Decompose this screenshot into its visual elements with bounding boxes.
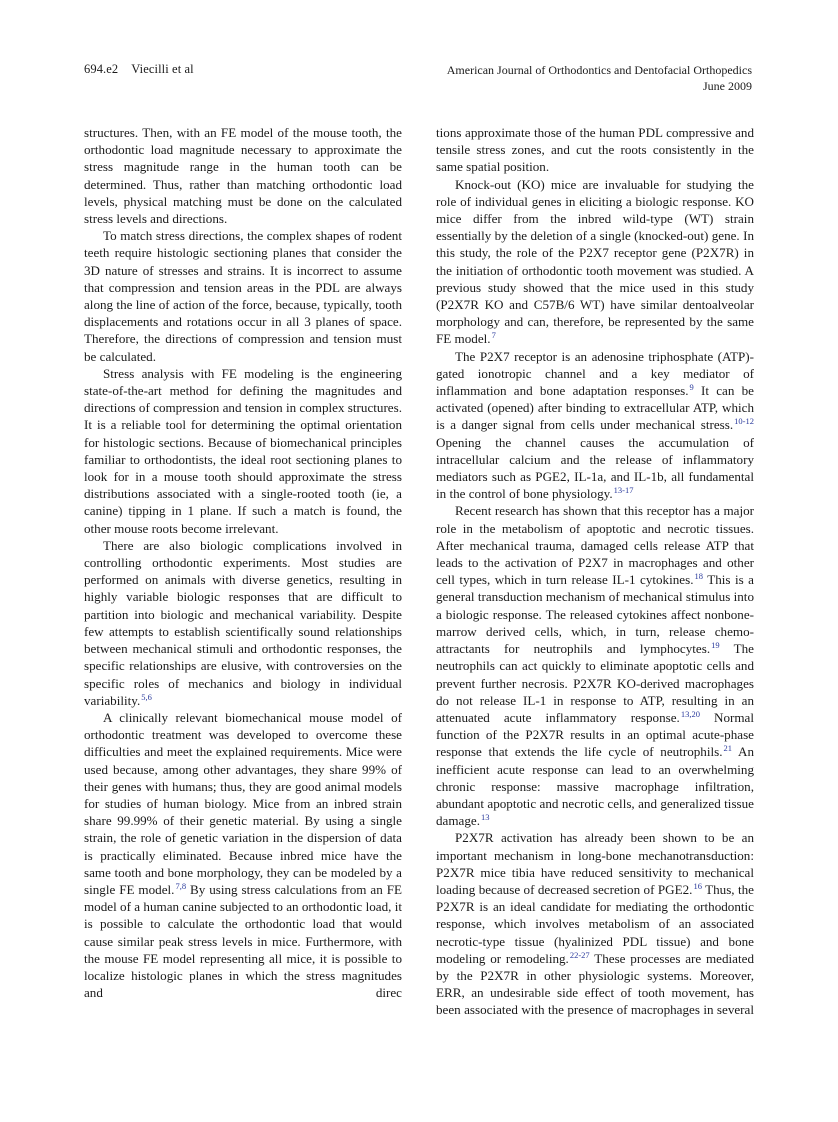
paragraph-text: P2X7R activation has already been shown to be an important mechanism in long-bone mechanotransduction: P2X7R mice tibia have reduced sensitivity to mechanical loading because of decreased secretion of PGE2.: [436, 830, 754, 897]
paragraph-text: A clinically relevant biomechanical mouse model of orthodontic treatment was developed to overcome these difficulties and meet the explained requirements. Mice were used because, among other advantages, they share 99% of their genes with humans; thus, they are good animal models for studies of human biology. Mice from an inbred strain share 99.99% of their genetic material. By using a single strain, the role of genetic variation in the dispersion of data is practically eliminated. Because inbred mice have the same tooth and bone morphology, they can be modeled by a single FE model.: [84, 709, 402, 897]
reference-citation[interactable]: 16: [693, 880, 702, 891]
paragraph: [436, 502, 754, 829]
paragraph: [436, 176, 754, 348]
paragraph: [84, 537, 402, 709]
journal-title: American Journal of Orthodontics and Dentofacial Orthopedics: [446, 63, 752, 77]
reference-citation[interactable]: 21: [723, 743, 733, 754]
paragraph-text: Knock-out (KO) mice are invaluable for studying the role of individual genes in eliciting a biologic response. KO mice differ from the inbred wild-type (WT) strain essentially by the deletion of a single (knocked-out) gene. In this study, the role of the P2X7 receptor gene (P2X7R) in the initiation of orthodontic tooth movement was studied. A previous study showed that the mice used in this study (P2X7R KO and C57B/6 WT) have similar dentoalveolar morphology and can, therefore, be represented by the same FE model.: [436, 176, 754, 347]
paragraph-text: Opening the channel causes the accumulation of intracellular calcium and the release of inflammatory mediators such as PGE2, IL-1a, and IL-1b, all fundamental in the control of bone physiology.: [436, 434, 754, 502]
issue-date: June 2009: [703, 79, 752, 93]
paragraph-text: Thus, the P2X7R is an ideal candidate for mediating the orthodontic response, which involves metabolism of an associated necrotic-type tissue (hyalinized PDL tissue) and bone modeling or remodeling.: [436, 881, 754, 966]
paragraph-text: Normal function of the P2X7R results in an optimal acute-phase response that extends the life cycle of neutrophils.: [436, 709, 754, 760]
page-number: 694.e2: [84, 62, 119, 76]
paragraph-text: This is a general transduction mechanism of mechanical stimulus into a biologic response. The released cytokines affect nonbone-marrow derived cells, which, in turn, release chemo-attractants for neutrophils and lymphocytes.: [436, 572, 754, 657]
running-header-left: [84, 62, 194, 77]
paragraph: [84, 709, 402, 1001]
running-header-right: [447, 62, 752, 94]
paragraph-text: It can be activated (opened) after binding to extracellular ATP, which is a danger signal from cells under mechanical stress.: [436, 383, 754, 433]
reference-citation[interactable]: 13-17: [613, 485, 634, 496]
paragraph: [436, 829, 754, 1018]
reference-citation[interactable]: 9: [689, 382, 694, 393]
reference-citation[interactable]: 18: [694, 571, 703, 582]
paragraph-text: The P2X7 receptor is an adenosine triphosphate (ATP)-gated ionotropic channel and a key mediator of inflammation and bone adaptation responses.: [436, 348, 754, 399]
right-column: [436, 124, 754, 1019]
left-column: [84, 124, 402, 1001]
paragraph: structures. Then, with an FE model of the mouse tooth, the orthodontic load magnitude necessary to approximate the stress magnitude range in the human tooth can be determined. Thus, rather than matching orthodontic load levels, physical matching must be done on the calculated stress levels and directions.: [84, 125, 402, 227]
paragraph: tions approximate those of the human PDL compressive and tensile stress zones, and cut the roots consistently in the same spatial position.: [436, 125, 754, 175]
reference-citation[interactable]: 7,8: [175, 880, 187, 891]
reference-citation[interactable]: 13,20: [680, 708, 700, 719]
reference-citation[interactable]: 22-27: [569, 949, 590, 960]
paragraph: [436, 348, 754, 503]
paragraph: Stress analysis with FE modeling is the engineering state-of-the-art method for defining the magnitudes and directions of compression and tension in complex structures. It is a reliable tool for determining the optimal orientation for histologic sections. Because of biomechanical principles familiar to orthodontists, the ideal root sectioning planes to look for in a mouse tooth should approximate the stress distributions associated with a single-rooted tooth (ie, a canine) tipping in 1 plane. If such a match is found, the other mouse roots become irrelevant.: [84, 365, 402, 536]
paragraph-text: By using stress calculations from an FE model of a human canine subjected to an orthodontic load, it is possible to calculate the orthodontic load that would cause similar peak stress levels in mice. Furthermore, with the mouse FE model representing all mice, it is possible to localize histologic planes in which the stress magnitudes and direc: [84, 881, 402, 1001]
paragraph-text: Recent research has shown that this receptor has a major role in the metabolism of apoptotic and necrotic tissues. After mechanical trauma, damaged cells release ATP that leads to the activation of P2X7 in macrophages and other cell types, which in turn release IL-1 cytokines.: [436, 503, 754, 588]
reference-citation[interactable]: 13: [481, 812, 490, 823]
reference-citation[interactable]: 19: [711, 640, 720, 651]
paragraph-text: The neutrophils can act quickly to eliminate apoptotic cells and prevent further necrosis. P2X7R KO-derived macrophages do not release IL-1 in response to ATP, resulting in an attenuated acute inflammatory response.: [436, 641, 754, 725]
reference-citation[interactable]: 10-12: [734, 416, 754, 427]
paragraph-text: There are also biologic complications involved in controlling orthodontic experiments. Most studies are performed on animals with diverse genetics, resulting in highly variable biologic responses that are difficult to partition into biologic and mechanical variability. Despite few attempts to establish scientifically sound relationships between mechanical stimuli and orthodontic responses, the specific relationships are elusive, with controversies on the specific roles of mechanics and biology in individual variability.: [84, 537, 402, 708]
reference-citation[interactable]: 5,6: [141, 691, 152, 702]
paragraph-text: These processes are mediated by the P2X7R in other physiologic systems. Moreover, ERR, an undesirable side effect of tooth movement, has been associated with the presence of macrophages in several: [436, 950, 754, 1018]
author-names: Viecilli et al: [131, 62, 194, 76]
paragraph: To match stress directions, the complex shapes of rodent teeth require histologic sectioning planes that consider the 3D nature of stresses and strains. It is incorrect to assume that compression and tension areas in the PDL are always along the line of action of the force, because, typically, tooth displacements and rotations occur in all 3 planes of space. Therefore, the directions of compression and tension must be calculated.: [84, 228, 402, 364]
reference-citation[interactable]: 7: [491, 330, 496, 341]
paragraph-text: An inefficient acute response can lead to an overwhelming chronic response: massive macrophage infiltration, abundant apoptotic and necrotic cells, and generalized tissue damage.: [436, 744, 754, 829]
